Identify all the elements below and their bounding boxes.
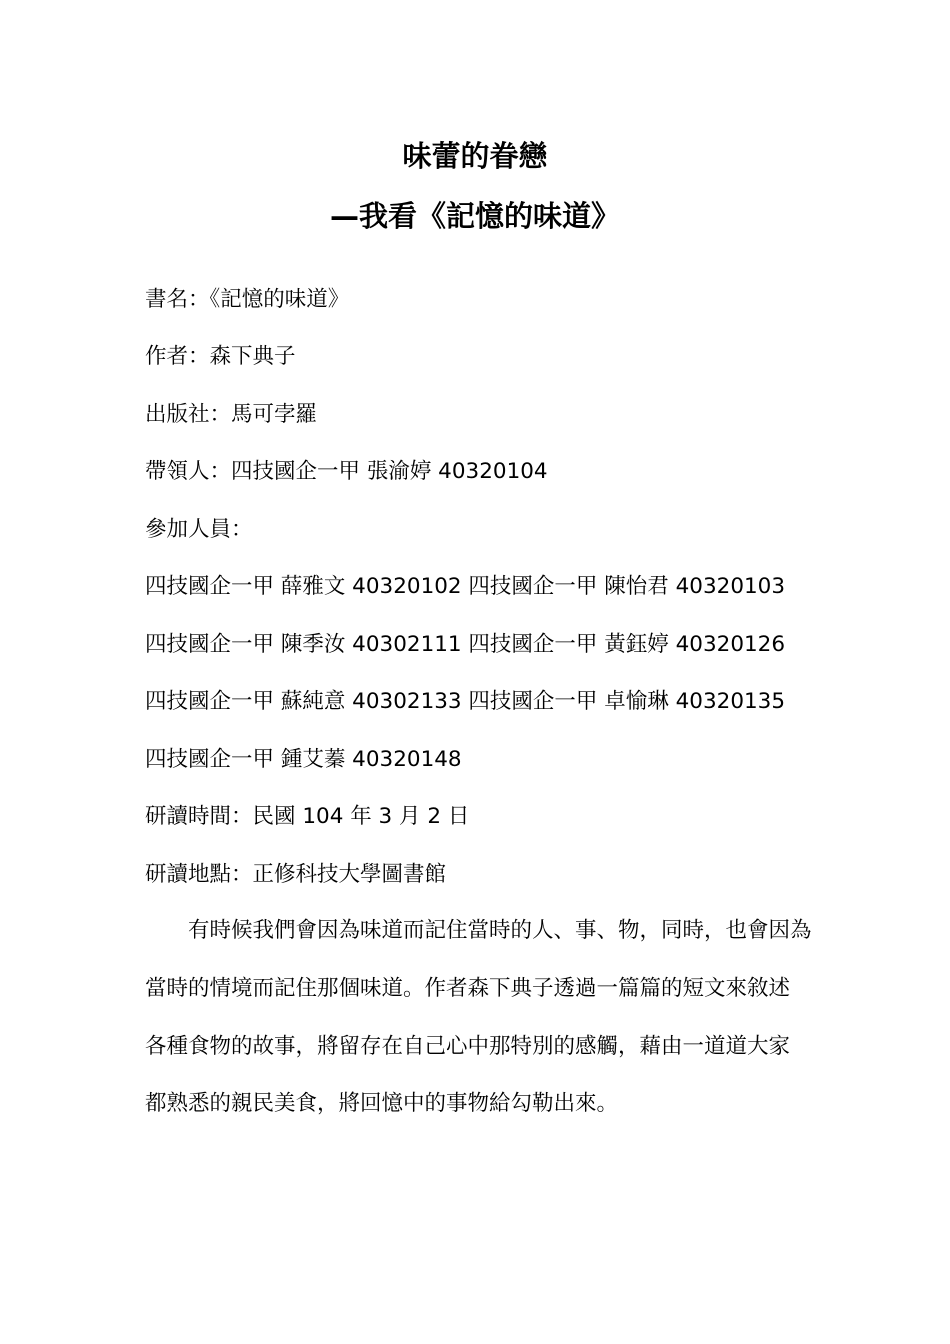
publisher-line: 出版社：馬可孛羅 bbox=[145, 402, 318, 427]
participants-row: 四技國企一甲 蘇純意 40302133 四技國企一甲 卓愉琳 40320135 bbox=[145, 689, 786, 714]
book-name-line: 書名：《記憶的味道》 bbox=[145, 287, 350, 312]
author-line: 作者：森下典子 bbox=[145, 344, 296, 369]
participants-row: 四技國企一甲 陳季汝 40302111 四技國企一甲 黃鈺婷 40320126 bbox=[145, 632, 786, 657]
leader-line: 帶領人：四技國企一甲 張渝婷 40320104 bbox=[145, 459, 548, 484]
document-subtitle: —我看《記憶的味道》 bbox=[329, 199, 620, 233]
body-paragraph-line: 當時的情境而記住那個味道。作者森下典子透過一篇篇的短文來敘述 bbox=[145, 976, 791, 1001]
participants-row: 四技國企一甲 薛雅文 40320102 四技國企一甲 陳怡君 40320103 bbox=[145, 574, 786, 599]
body-paragraph-line: 有時候我們會因為味道而記住當時的人、事、物，同時，也會因為 bbox=[145, 918, 812, 943]
body-paragraph-line: 各種食物的故事，將留存在自己心中那特別的感觸，藉由一道道大家 bbox=[145, 1034, 791, 1059]
document-title: 味蕾的眷戀 bbox=[402, 139, 548, 173]
study-location-line: 研讀地點：正修科技大學圖書館 bbox=[145, 862, 447, 887]
body-paragraph-line: 都熟悉的親民美食，將回憶中的事物給勾勒出來。 bbox=[145, 1091, 619, 1116]
study-time-line: 研讀時間：民國 104 年 3 月 2 日 bbox=[145, 804, 470, 829]
participants-row: 四技國企一甲 鍾艾蓁 40320148 bbox=[145, 747, 462, 772]
participants-heading: 參加人員： bbox=[145, 517, 253, 542]
